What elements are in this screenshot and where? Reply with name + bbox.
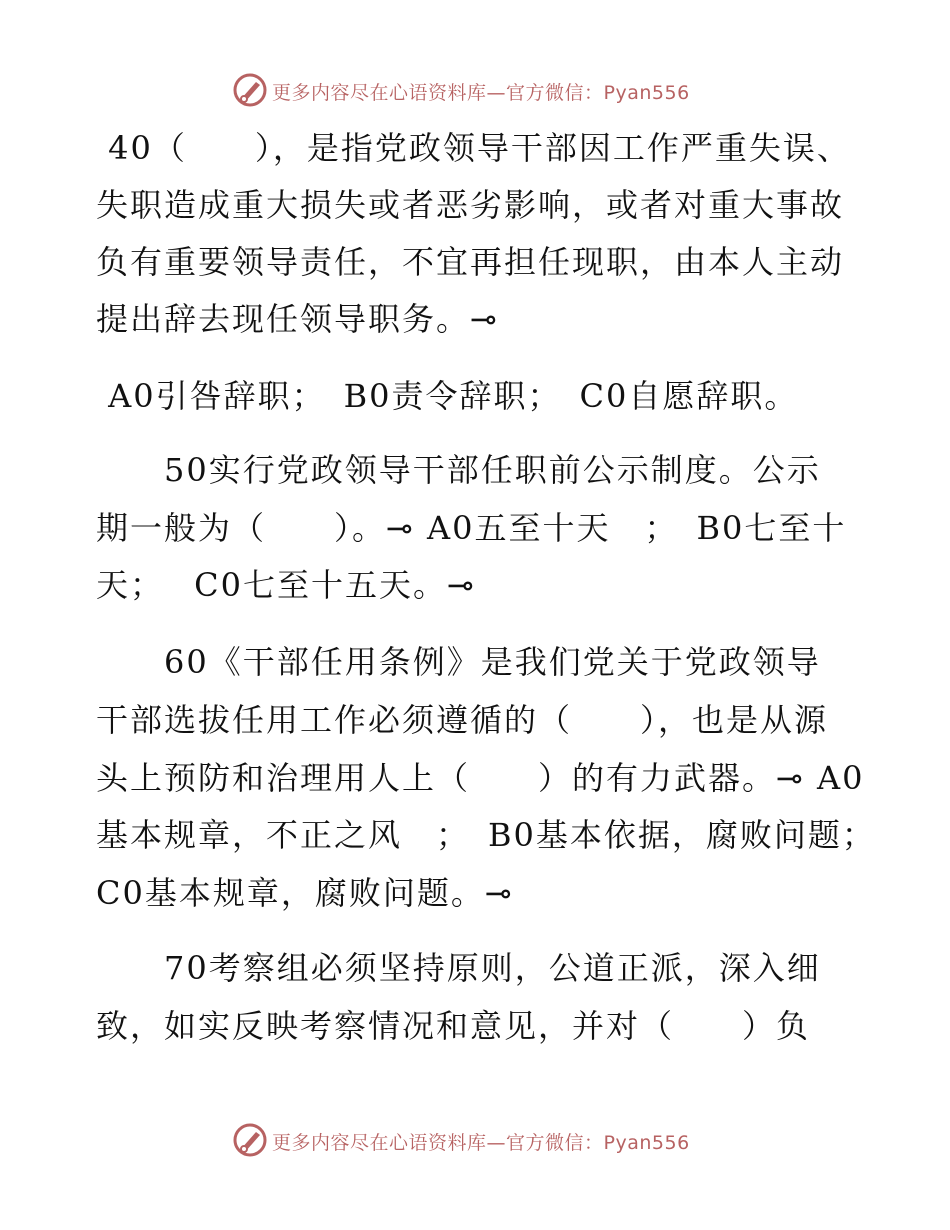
watermark-text: 更多内容尽在心语资料库—官方微信：Pyan556	[272, 1132, 690, 1154]
pen-logo-icon	[232, 1122, 268, 1158]
header-watermark	[0, 70, 950, 110]
text-line: 失职造成重大损失或者恶劣影响，或者对重大事故	[96, 186, 845, 224]
text-line: 50实行党政领导干部任职前公示制度。公示	[96, 451, 821, 489]
pen-logo-icon	[232, 72, 268, 108]
text-line: A0引咎辞职； B0责令辞职； C0自愿辞职。	[96, 377, 799, 415]
text-line: 天； C0七至十五天。⊸	[96, 566, 476, 604]
text-line: 负有重要领导责任，不宜再担任现职，由本人主动	[96, 243, 845, 281]
text-line: 基本规章，不正之风 ； B0基本依据，腐败问题；	[96, 816, 876, 854]
text-line: 期一般为（ ）。⊸ A0五至十天 ； B0七至十	[96, 509, 847, 547]
text-line: 致，如实反映考察情况和意见，并对（ ）负	[96, 1007, 811, 1045]
text-line: 60《干部任用条例》是我们党关于党政领导	[96, 643, 821, 681]
text-line: 头上预防和治理用人上（ ）的有力武器。⊸ A0	[96, 759, 865, 797]
text-line: 70考察组必须坚持原则，公道正派，深入细	[96, 949, 821, 987]
text-line: 提出辞去现任领导职务。⊸	[96, 300, 499, 338]
footer-watermark	[0, 1120, 950, 1160]
text-line: C0基本规章，腐败问题。⊸	[96, 874, 514, 912]
text-line: 干部选拔任用工作必须遵循的（ ），也是从源	[96, 701, 829, 739]
text-line: 40（ ），是指党政领导干部因工作严重失误、	[96, 129, 851, 167]
watermark-text: 更多内容尽在心语资料库—官方微信：Pyan556	[272, 82, 690, 104]
